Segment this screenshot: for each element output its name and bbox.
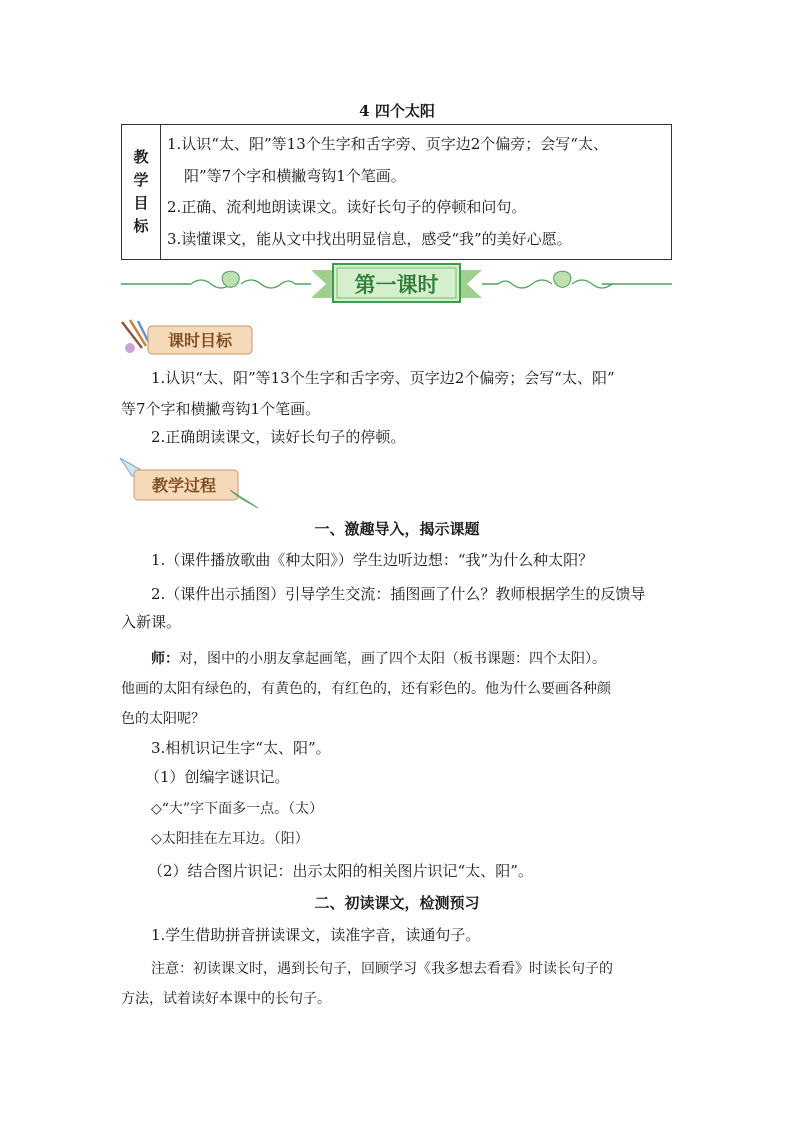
- s1-p1: 1.（课件播放歌曲《种太阳》）学生边听边想：“我”为什么种太阳？: [151, 551, 594, 569]
- objective-item-2: 2.正确、流利地朗读课文。读好长句子的停顿和问句。: [167, 198, 527, 216]
- lesson-goal-p2: 2.正确朗读课文，读好长句子的停顿。: [151, 428, 406, 446]
- objectives-content: [161, 125, 672, 260]
- banner-decoration: [121, 262, 672, 306]
- teacher-dialog: 师：对，图中的小朋友拿起画笔，画了四个太阳（板书课题：四个太阳）。 他画的太阳有绿色的，有黄色的，有红色的，还有彩色的。他为什么要画各种颜 色的太阳呢？: [121, 651, 611, 727]
- banner-title: 第一课时: [354, 273, 439, 297]
- left-leaf-icon: [222, 271, 239, 287]
- objective-item-1: 1.认识“太、阳”等13个生字和舌字旁、页字边2个偏旁；会写“太、 阳”等7个字和横撇弯钩1个笔画。: [167, 135, 608, 185]
- process-badge-text: 教学过程: [151, 476, 217, 495]
- lesson-goal-badge: [116, 318, 256, 360]
- s2-p1: 1.学生借助拼音拼读课文，读准字音，读通句子。: [151, 926, 481, 944]
- lesson-goal-badge-text: 课时目标: [167, 331, 233, 350]
- riddle-2: ◇太阳挂在左耳边。（阳）: [151, 831, 309, 847]
- brushes-icon: [122, 320, 150, 353]
- objectives-label-cell: [122, 125, 161, 260]
- objectives-table: [121, 124, 672, 260]
- s1-p2: 2.（课件出示插图）引导学生交流：插图画了什么？教师根据学生的反馈导 入新课。: [121, 585, 646, 631]
- section-2-heading: 二、初读课文，检测预习: [314, 894, 480, 912]
- note: 注意：初读课文时，遇到长句子，回顾学习《我多想去看看》时读长句子的 方法，试着读好本课中的长句子。: [121, 961, 613, 1007]
- objective-item-3: 3.读懂课文，能从文中找出明显信息，感受“我”的美好心愿。: [167, 229, 572, 248]
- section-1-heading: 一、激趣导入，揭示课题: [314, 520, 480, 538]
- lesson-banner: [121, 262, 672, 306]
- right-leaf-icon: [554, 271, 571, 287]
- page-title: 4 四个太阳: [359, 102, 435, 120]
- riddle-1: ◇“大”字下面多一点。（太）: [151, 801, 324, 817]
- teacher-label: 师：: [151, 651, 179, 667]
- objectives-label: 教学目标: [133, 148, 149, 235]
- s1-p3-a: （1）创编字谜识记。: [145, 768, 290, 786]
- s1-p3-b: （2）结合图片识记：出示太阳的相关图片识记“太、阳”。: [148, 862, 533, 880]
- lesson-goal-p1: 1.认识“太、阳”等13个生字和舌字旁、页字边2个偏旁；会写“太、阳” 等7个字和横撇弯钩1个笔画。: [121, 369, 615, 418]
- s1-p3: 3.相机识记生字“太、阳”。: [151, 739, 331, 757]
- process-badge: [118, 456, 260, 512]
